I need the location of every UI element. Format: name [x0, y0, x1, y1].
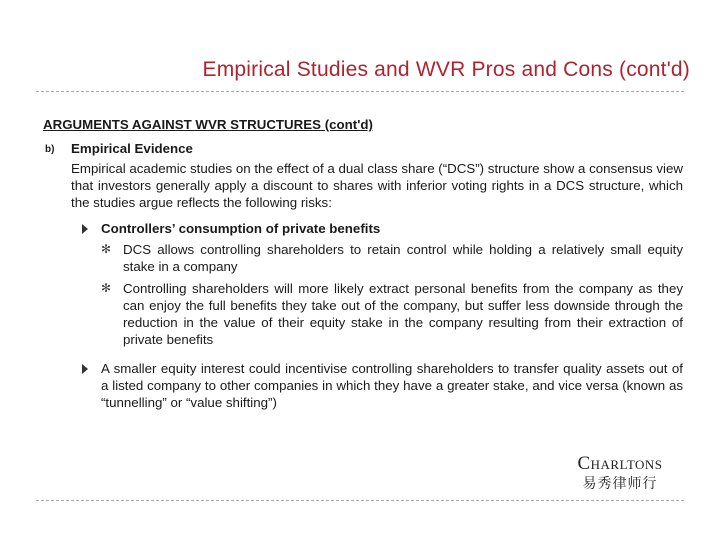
- company-logo: [560, 454, 680, 494]
- slide-title: Empirical Studies and WVR Pros and Cons (cont'd): [202, 58, 690, 81]
- logo-wordmark: Charltons: [577, 453, 663, 474]
- sub-bullet-item: [101, 241, 683, 275]
- title-divider: [36, 91, 684, 92]
- asterisk-icon: ✻: [101, 242, 112, 256]
- bullet-item: [71, 220, 683, 348]
- bullet-title: Controllers’ consumption of private benefits: [101, 221, 381, 236]
- bullet-text: A smaller equity interest could incentivise controlling shareholders to transfer quality assets out of a listed company to other companies in which they have a greater stake, and vice versa (known as “tunnelling” or “value shifting”): [101, 361, 683, 410]
- logo-chinese-name: 易秀律师行: [582, 476, 658, 492]
- asterisk-icon: ✻: [101, 281, 112, 295]
- subsection: [43, 140, 683, 411]
- bullet-item: [71, 360, 683, 411]
- footer-divider: [36, 500, 684, 501]
- section-heading: ARGUMENTS AGAINST WVR STRUCTURES (cont'd): [43, 117, 373, 132]
- subsection-title: Empirical Evidence: [71, 141, 193, 156]
- slide-content: [43, 116, 683, 418]
- sub-bullet-text: DCS allows controlling shareholders to retain control while holding a relatively small equity stake in a company: [123, 242, 683, 274]
- arrow-right-icon: [82, 364, 88, 374]
- intro-paragraph: Empirical academic studies on the effect of a dual class share (“DCS”) structure show a consensus view that investors generally apply a discount to shares with inferior voting rights in a DCS structure, which the studies argue reflects the following risks:: [71, 161, 683, 210]
- sub-bullet-text: Controlling shareholders will more likely extract personal benefits from the company as they can enjoy the full benefits they take out of the company, but suffer less downside through the reduction in the value of their equity stake in the company resulting from their extraction of private benefits: [123, 281, 683, 347]
- subsection-marker: b): [45, 144, 55, 155]
- arrow-right-icon: [82, 224, 88, 234]
- sub-bullet-item: [101, 280, 683, 348]
